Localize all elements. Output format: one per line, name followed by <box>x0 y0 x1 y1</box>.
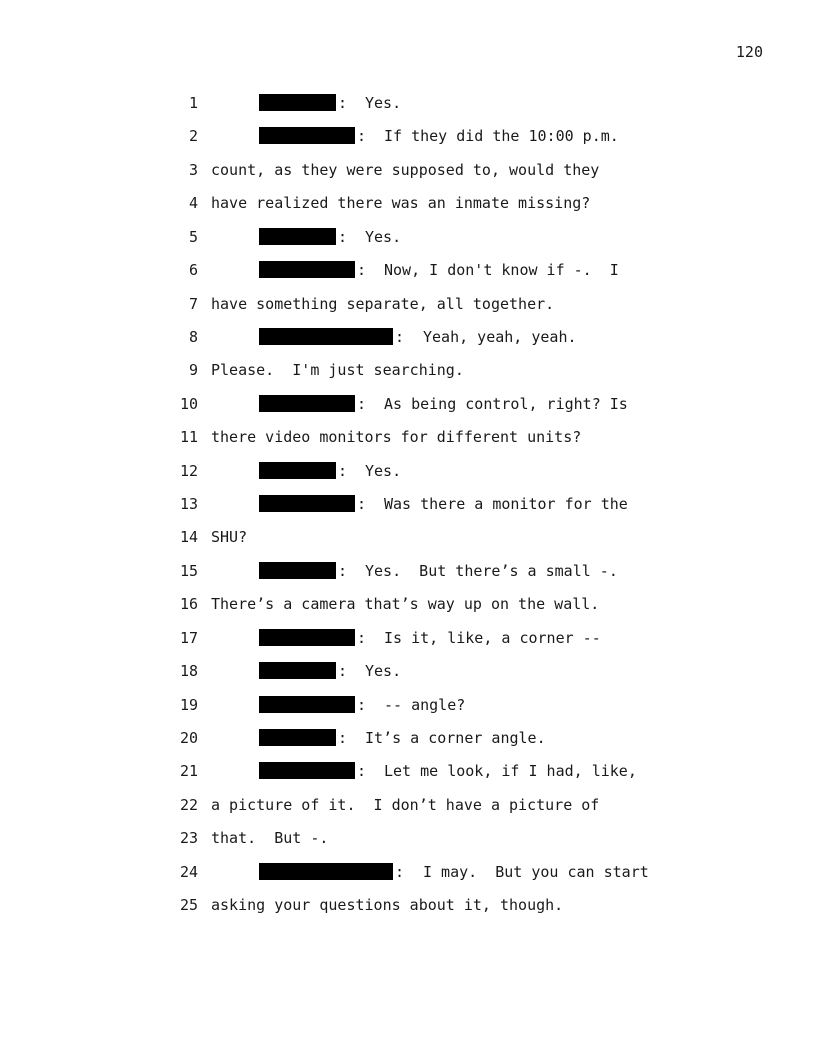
speaker-colon: : <box>395 863 405 881</box>
line-text: Yes. <box>365 462 402 480</box>
redacted-speaker-name <box>259 629 355 646</box>
speaker-colon: : <box>338 462 348 480</box>
transcript-line <box>0 126 816 146</box>
speaker-colon: : <box>357 395 367 413</box>
line-number: 6 <box>188 261 198 279</box>
line-text: count, as they were supposed to, would they <box>211 161 600 179</box>
line-text: asking your questions about it, though. <box>211 896 564 914</box>
transcript-line <box>0 427 816 447</box>
redacted-speaker-name <box>259 729 336 746</box>
speaker-colon: : <box>357 762 367 780</box>
line-text: have realized there was an inmate missing? <box>211 194 591 212</box>
transcript-line <box>0 260 816 280</box>
line-text: a picture of it. I don’t have a picture of <box>211 796 600 814</box>
redacted-speaker-name <box>259 662 336 679</box>
speaker-colon: : <box>357 127 367 145</box>
line-text: Is it, like, a corner -- <box>384 629 601 647</box>
line-number: 3 <box>188 161 198 179</box>
redacted-speaker-name <box>259 94 336 111</box>
transcript-line <box>0 828 816 848</box>
line-text: SHU? <box>211 528 248 546</box>
line-text: Please. I'm just searching. <box>211 361 464 379</box>
line-number: 19 <box>179 696 198 714</box>
transcript-line <box>0 862 816 882</box>
transcript-line <box>0 628 816 648</box>
line-number: 25 <box>179 896 198 914</box>
speaker-colon: : <box>338 94 348 112</box>
line-number: 7 <box>188 295 198 313</box>
line-number: 5 <box>188 228 198 246</box>
line-text: If they did the 10:00 p.m. <box>384 127 619 145</box>
redacted-speaker-name <box>259 328 393 345</box>
speaker-colon: : <box>357 261 367 279</box>
transcript-line <box>0 193 816 213</box>
line-number: 12 <box>179 462 198 480</box>
transcript-line <box>0 360 816 380</box>
transcript-line <box>0 461 816 481</box>
transcript-line <box>0 695 816 715</box>
line-text: Let me look, if I had, like, <box>384 762 637 780</box>
line-text: There’s a camera that’s way up on the wall. <box>211 595 600 613</box>
transcript-line <box>0 761 816 781</box>
line-text: Yes. <box>365 662 402 680</box>
line-text: As being control, right? Is <box>384 395 628 413</box>
line-text: that. But -. <box>211 829 329 847</box>
line-number: 22 <box>179 796 198 814</box>
line-number: 9 <box>188 361 198 379</box>
redacted-speaker-name <box>259 863 393 880</box>
redacted-speaker-name <box>259 462 336 479</box>
line-number: 20 <box>179 729 198 747</box>
line-number: 21 <box>179 762 198 780</box>
transcript-line <box>0 227 816 247</box>
transcript-line <box>0 294 816 314</box>
speaker-colon: : <box>395 328 405 346</box>
line-number: 13 <box>179 495 198 513</box>
redacted-speaker-name <box>259 495 355 512</box>
redacted-speaker-name <box>259 395 355 412</box>
transcript-line <box>0 527 816 547</box>
line-text: -- angle? <box>384 696 466 714</box>
speaker-colon: : <box>338 729 348 747</box>
redacted-speaker-name <box>259 562 336 579</box>
transcript-line <box>0 93 816 113</box>
redacted-speaker-name <box>259 228 336 245</box>
transcript-line <box>0 327 816 347</box>
line-text: Now, I don't know if -. I <box>384 261 619 279</box>
transcript-line <box>0 494 816 514</box>
transcript-line <box>0 661 816 681</box>
transcript-line <box>0 160 816 180</box>
line-text: Yes. <box>365 94 402 112</box>
line-text: I may. But you can start <box>423 863 649 881</box>
transcript-line <box>0 394 816 414</box>
line-number: 24 <box>179 863 198 881</box>
speaker-colon: : <box>357 629 367 647</box>
line-number: 18 <box>179 662 198 680</box>
transcript-line <box>0 561 816 581</box>
line-text: Yes. <box>365 228 402 246</box>
line-number: 14 <box>179 528 198 546</box>
redacted-speaker-name <box>259 261 355 278</box>
transcript-line <box>0 795 816 815</box>
line-text: Was there a monitor for the <box>384 495 628 513</box>
transcript-line <box>0 895 816 915</box>
line-text: there video monitors for different units? <box>211 428 582 446</box>
transcript-line <box>0 728 816 748</box>
line-number: 2 <box>188 127 198 145</box>
line-number: 16 <box>179 595 198 613</box>
speaker-colon: : <box>338 662 348 680</box>
line-number: 4 <box>188 194 198 212</box>
line-number: 8 <box>188 328 198 346</box>
speaker-colon: : <box>357 495 367 513</box>
page-number: 120 <box>735 43 763 61</box>
line-text: have something separate, all together. <box>211 295 555 313</box>
line-number: 23 <box>179 829 198 847</box>
line-text: Yes. But there’s a small -. <box>365 562 618 580</box>
line-number: 15 <box>179 562 198 580</box>
transcript-line <box>0 594 816 614</box>
speaker-colon: : <box>338 562 348 580</box>
redacted-speaker-name <box>259 762 355 779</box>
speaker-colon: : <box>357 696 367 714</box>
line-text: It’s a corner angle. <box>365 729 546 747</box>
line-number: 11 <box>179 428 198 446</box>
redacted-speaker-name <box>259 127 355 144</box>
line-number: 17 <box>179 629 198 647</box>
line-number: 1 <box>188 94 198 112</box>
line-number: 10 <box>179 395 198 413</box>
speaker-colon: : <box>338 228 348 246</box>
line-text: Yeah, yeah, yeah. <box>423 328 577 346</box>
redacted-speaker-name <box>259 696 355 713</box>
